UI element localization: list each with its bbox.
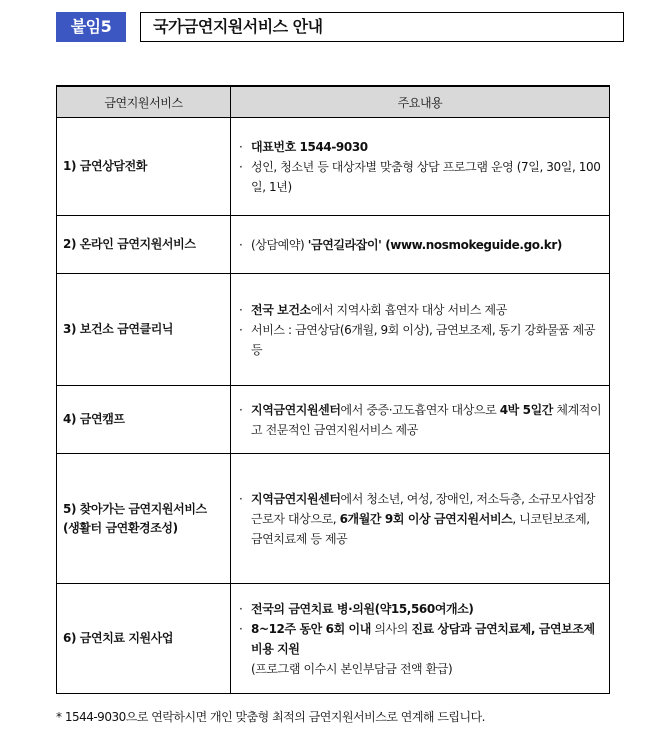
content-cell bbox=[231, 386, 610, 454]
service-name: 3) 보건소 금연클리닉 bbox=[63, 322, 174, 336]
table-row bbox=[57, 216, 610, 274]
bullet-item bbox=[239, 300, 603, 320]
plain-text: 성인, 청소년 등 대상자별 맞춤형 상담 프로그램 운영 (7일, 30일, 100일, 1년) bbox=[251, 159, 601, 194]
bullet-item bbox=[239, 489, 603, 549]
table-row bbox=[57, 274, 610, 386]
bullet-mark: · bbox=[239, 491, 243, 506]
table-row bbox=[57, 584, 610, 694]
content-cell bbox=[231, 584, 610, 694]
plain-text: (상담예약) bbox=[251, 237, 308, 252]
bullet-item bbox=[239, 400, 603, 440]
service-name: 2) 온라인 금연지원서비스 bbox=[63, 237, 196, 251]
plain-text: 에서 지역사회 흡연자 대상 서비스 제공 bbox=[310, 302, 507, 317]
bullet-text bbox=[251, 619, 603, 659]
bold-text: 4박 5일간 bbox=[499, 402, 553, 417]
bullet-text bbox=[251, 599, 603, 619]
service-name-cell bbox=[57, 584, 231, 694]
bullet-text bbox=[251, 320, 603, 360]
bullet-text bbox=[251, 235, 603, 255]
content-cell bbox=[231, 216, 610, 274]
attachment-badge: 붙임5 bbox=[56, 12, 126, 42]
footnote: * 1544-9030으로 연락하시면 개인 맞춤형 최적의 금연지원서비스로 연계해 드립니다. bbox=[56, 710, 486, 724]
table-row bbox=[57, 386, 610, 454]
bold-text: 대표번호 1544-9030 bbox=[251, 139, 368, 154]
bold-text: 전국 보건소 bbox=[251, 302, 311, 317]
service-name-cell bbox=[57, 216, 231, 274]
bold-text: 지역금연지원센터 bbox=[251, 491, 341, 506]
page-title: 국가금연지원서비스 안내 bbox=[140, 12, 624, 42]
service-name: 1) 금연상담전화 bbox=[63, 159, 147, 173]
service-name: (생활터 금연환경조성) bbox=[63, 520, 178, 535]
bullet-text bbox=[251, 300, 603, 320]
bullet-item bbox=[239, 137, 603, 157]
service-name: 6) 금연치료 지원사업 bbox=[63, 631, 174, 645]
bullet-text bbox=[251, 400, 603, 440]
table-row bbox=[57, 118, 610, 216]
bold-text: 진료 상담과 금연치료제, 금연보조제 비용 지원 bbox=[251, 621, 595, 656]
plain-text: 에서 청소년, 여성, 장애인, 저소득층, 소규모사업장 근로자 대상으로, bbox=[251, 491, 596, 526]
column-header-service: 금연지원서비스 bbox=[57, 86, 231, 118]
bold-text: 8~12주 동안 6회 이내 bbox=[251, 621, 371, 636]
bullet-mark: · bbox=[239, 402, 243, 417]
bullet-mark: · bbox=[239, 139, 243, 154]
bullet-item bbox=[239, 599, 603, 619]
service-name: 4) 금연캠프 bbox=[63, 412, 125, 426]
content-cell bbox=[231, 274, 610, 386]
bullet-item bbox=[239, 320, 603, 360]
bold-text: 전국의 금연치료 병·의원(약15,560여개소) bbox=[251, 601, 474, 616]
table-header-row bbox=[57, 86, 610, 118]
column-header-content: 주요내용 bbox=[231, 86, 610, 118]
header bbox=[56, 12, 612, 42]
bullet-item bbox=[239, 157, 603, 197]
bullet-text bbox=[251, 157, 603, 197]
bold-text: 6개월간 9회 이상 금연지원서비스 bbox=[339, 511, 513, 526]
service-name: 5) 찾아가는 금연지원서비스 bbox=[63, 501, 207, 516]
service-table bbox=[56, 85, 610, 694]
service-name-cell bbox=[57, 386, 231, 454]
bullet-item bbox=[239, 619, 603, 659]
bold-text: 지역금연지원센터 bbox=[251, 402, 341, 417]
bullet-text bbox=[251, 137, 603, 157]
service-name-cell bbox=[57, 118, 231, 216]
content-cell bbox=[231, 454, 610, 584]
plain-text: 서비스 : 금연상담(6개월, 9회 이상), 금연보조제, 동기 강화물품 제공 등 bbox=[251, 322, 596, 357]
program-note: (프로그램 이수시 본인부담금 전액 환급) bbox=[251, 661, 453, 676]
bullet-mark: · bbox=[239, 621, 243, 636]
service-name-cell bbox=[57, 454, 231, 584]
bullet-mark: · bbox=[239, 601, 243, 616]
plain-text: 체계적이고 전문적인 금연지원서비스 제공 bbox=[251, 402, 602, 437]
bullet-mark: · bbox=[239, 237, 243, 252]
plain-text: 에서 중증·고도흡연자 대상으로 bbox=[340, 402, 500, 417]
service-name-cell bbox=[57, 274, 231, 386]
bullet-text bbox=[251, 489, 603, 549]
content-cell bbox=[231, 118, 610, 216]
table-row bbox=[57, 454, 610, 584]
bold-text: '금연길라잡이' (www.nosmokeguide.go.kr) bbox=[307, 237, 562, 252]
bullet-item bbox=[239, 235, 603, 255]
bullet-mark: · bbox=[239, 159, 243, 174]
bullet-mark: · bbox=[239, 302, 243, 317]
plain-text: , 니코틴보조제, 금연치료제 등 제공 bbox=[251, 511, 590, 546]
bullet-mark: · bbox=[239, 322, 243, 337]
plain-text: 의사의 bbox=[370, 621, 412, 636]
